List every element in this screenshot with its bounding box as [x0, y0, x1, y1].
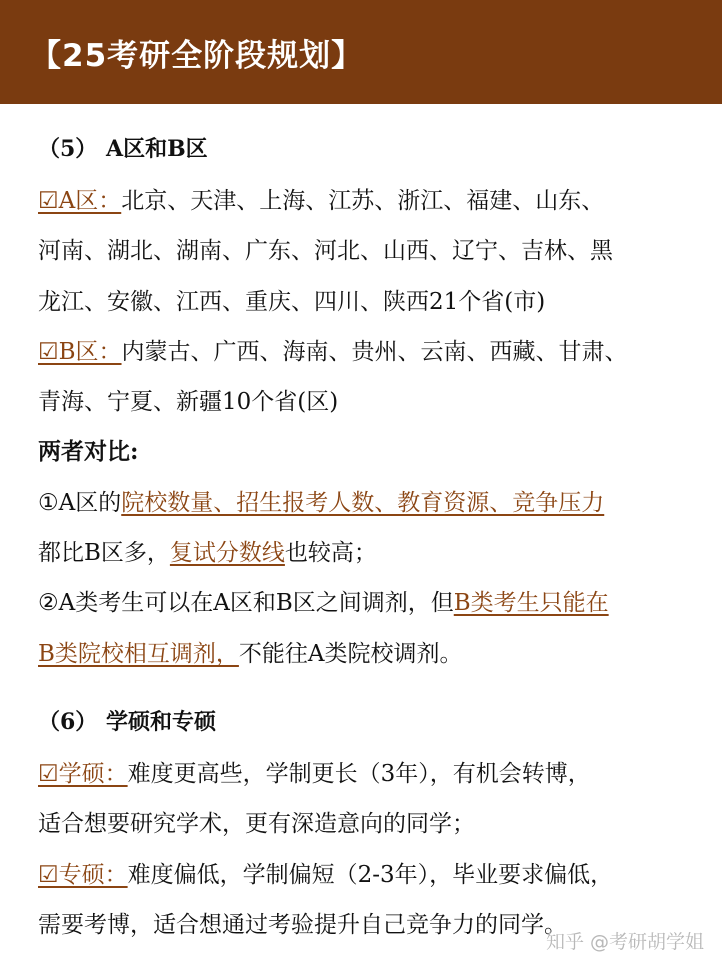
- professional-text-1: 难度偏低，学制偏短（2-3年），毕业要求偏低，: [127, 861, 614, 888]
- b-zone-line-1: [38, 327, 698, 377]
- compare-p2-highlight-a: B类考生只能在: [453, 590, 609, 617]
- section-5-number: （5）: [38, 136, 98, 162]
- academic-text-2: 适合想要研究学术，更有深造意向的同学；: [38, 811, 475, 838]
- compare-p1-prefix: ①A区的: [38, 489, 122, 516]
- b-zone-line-2: [38, 377, 698, 427]
- b-zone-text-1: 内蒙古、广西、海南、贵州、云南、西藏、甘肃、: [121, 338, 628, 365]
- compare-heading: [38, 427, 698, 477]
- compare-p1-mid: 都比B区多，: [38, 540, 170, 567]
- b-zone-label: ☑B区：: [38, 338, 122, 365]
- academic-text-1: 难度更高些，学制更长（3年），有机会转博，: [127, 760, 591, 787]
- section-6-number: （6）: [38, 708, 98, 735]
- compare-point-1-line-1: [38, 478, 698, 528]
- b-zone-text-2: 青海、宁夏、新疆10个省(区): [38, 389, 339, 416]
- watermark: 知乎 @考研胡学姐: [545, 931, 704, 953]
- a-zone-text-1: 北京、天津、上海、江苏、浙江、福建、山东、: [121, 188, 605, 214]
- compare-p1-suffix: 也较高；: [284, 540, 377, 567]
- compare-p1-highlight: 院校数量、招生报考人数、教育资源、竞争压力: [121, 489, 605, 516]
- a-zone-label: ☑A区：: [38, 188, 122, 214]
- compare-p2-prefix: ②A类考生可以在A区和B区之间调剂，但: [38, 590, 454, 617]
- section-6-title: 学硕和专硕: [106, 708, 217, 735]
- section-5-title: A区和B区: [106, 136, 208, 162]
- section-gap: [38, 679, 698, 695]
- article-body: [38, 122, 698, 950]
- page-title: 【25考研全阶段规划】: [30, 37, 364, 74]
- professional-line-1: [38, 850, 698, 900]
- header-banner: [0, 0, 722, 104]
- academic-line-1: [38, 749, 698, 799]
- a-zone-text-2: 河南、湖北、湖南、广东、河北、山西、辽宁、吉林、黑: [38, 238, 613, 265]
- section-6-heading: [38, 695, 698, 749]
- academic-line-2: [38, 799, 698, 849]
- professional-text-2: 需要考博，适合想通过考验提升自己竞争力的同学。: [38, 911, 567, 938]
- compare-heading-text: 两者对比:: [38, 438, 139, 466]
- compare-p2-highlight-b: B类院校相互调剂，: [38, 640, 239, 667]
- a-zone-line-3: [38, 277, 698, 327]
- compare-p1-highlight-2: 复试分数线: [169, 540, 285, 567]
- section-5-heading: [38, 122, 698, 176]
- professional-label: ☑专硕：: [38, 861, 128, 888]
- compare-point-2-line-2: [38, 629, 698, 679]
- academic-label: ☑学硕：: [38, 760, 128, 787]
- compare-p2-suffix: 不能往A类院校调剂。: [238, 640, 463, 667]
- a-zone-line-2: [38, 226, 698, 276]
- compare-point-2-line-1: [38, 578, 698, 628]
- a-zone-text-3: 龙江、安徽、江西、重庆、四川、陕西21个省(市): [38, 288, 546, 315]
- compare-point-1-line-2: [38, 528, 698, 578]
- a-zone-line-1: [38, 176, 698, 226]
